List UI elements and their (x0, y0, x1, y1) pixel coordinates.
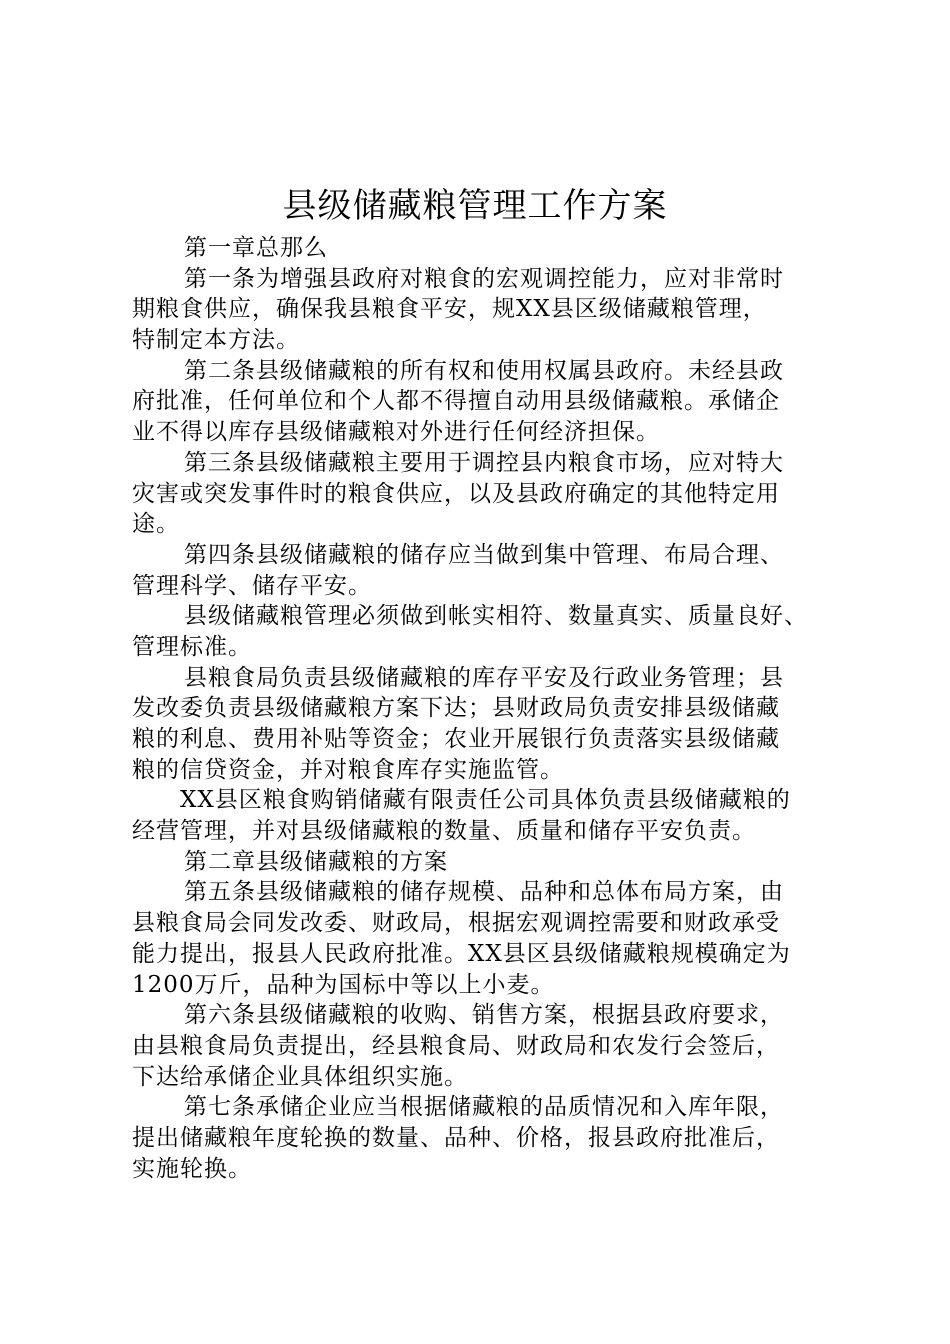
paragraph-line: 县粮食局负责县级储藏粮的库存平安及行政业务管理；县 (184, 664, 784, 691)
paragraph-line: 第七条承储企业应当根据储藏粮的品质情况和入库年限， (184, 1094, 784, 1121)
document-body (132, 233, 832, 1184)
paragraph-line: 下达给承储企业具体组织实施。 (132, 1063, 468, 1090)
paragraph-line: 发改委负责县级储藏粮方案下达；县财政局负责安排县级储藏 (132, 695, 780, 722)
paragraph-line: 第六条县级储藏粮的收购、销售方案，根据县政府要求， (184, 1002, 784, 1029)
chapter-heading: 第一章总那么 (184, 235, 328, 261)
paragraph-line: 管理科学、储存平安。 (132, 572, 372, 599)
paragraph-line: 粮的信贷资金，并对粮食库存实施监管。 (132, 756, 564, 783)
paragraph-line: 期粮食供应，确保我县粮食平安，规XX县区级储藏粮管理， (132, 296, 767, 323)
paragraph-line: 业不得以库存县级储藏粮对外进行任何经济担保。 (132, 419, 660, 446)
paragraph-line: 第二条县级储藏粮的所有权和使用权属县政府。未经县政 (184, 357, 784, 384)
paragraph-line: 县级储藏粮管理必须做到帐实相符、数量真实、质量良好、 (184, 603, 808, 630)
paragraph-line: 特制定本方法。 (132, 327, 300, 354)
paragraph-line: 1200万斤，品种为国标中等以上小麦。 (132, 971, 555, 998)
paragraph-line: 第四条县级储藏粮的储存应当做到集中管理、布局合理、 (184, 541, 784, 568)
paragraph-line: 县粮食局会同发改委、财政局，根据宏观调控需要和财政承受 (132, 910, 780, 937)
chapter-heading: 第二章县级储藏粮的方案 (184, 848, 448, 875)
paragraph-line: 提出储藏粮年度轮换的数量、品种、价格，报县政府批准后， (132, 1124, 780, 1151)
paragraph-line: 第一条为增强县政府对粮食的宏观调控能力，应对非常时 (184, 265, 784, 292)
paragraph-line: 管理标准。 (132, 633, 252, 660)
paragraph-line: 灾害或突发事件时的粮食供应，以及县政府确定的其他特定用 (132, 480, 780, 507)
document-title: 县级储藏粮管理工作方案 (282, 186, 668, 226)
paragraph-line: 经营管理，并对县级储藏粮的数量、质量和储存平安负责。 (132, 818, 756, 845)
paragraph-line: 实施轮换。 (132, 1155, 252, 1182)
paragraph-line: 第三条县级储藏粮主要用于调控县内粮食市场，应对特大 (184, 449, 784, 476)
paragraph-line: 途。 (132, 511, 180, 538)
paragraph-line: 粮的利息、费用补贴等资金；农业开展银行负责落实县级储藏 (132, 726, 780, 752)
paragraph-line: XX县区粮食购销储藏有限责任公司具体负责县级储藏粮的 (180, 787, 791, 814)
paragraph-line: 能力提出，报县人民政府批准。XX县区县级储藏粮规模确定为 (132, 940, 791, 967)
paragraph-line: 第五条县级储藏粮的储存规模、品种和总体布局方案，由 (184, 879, 784, 906)
paragraph-line: 由县粮食局负责提出，经县粮食局、财政局和农发行会签后， (132, 1032, 780, 1059)
paragraph-line: 府批准，任何单位和个人都不得擅自动用县级储藏粮。承储企 (132, 388, 780, 415)
